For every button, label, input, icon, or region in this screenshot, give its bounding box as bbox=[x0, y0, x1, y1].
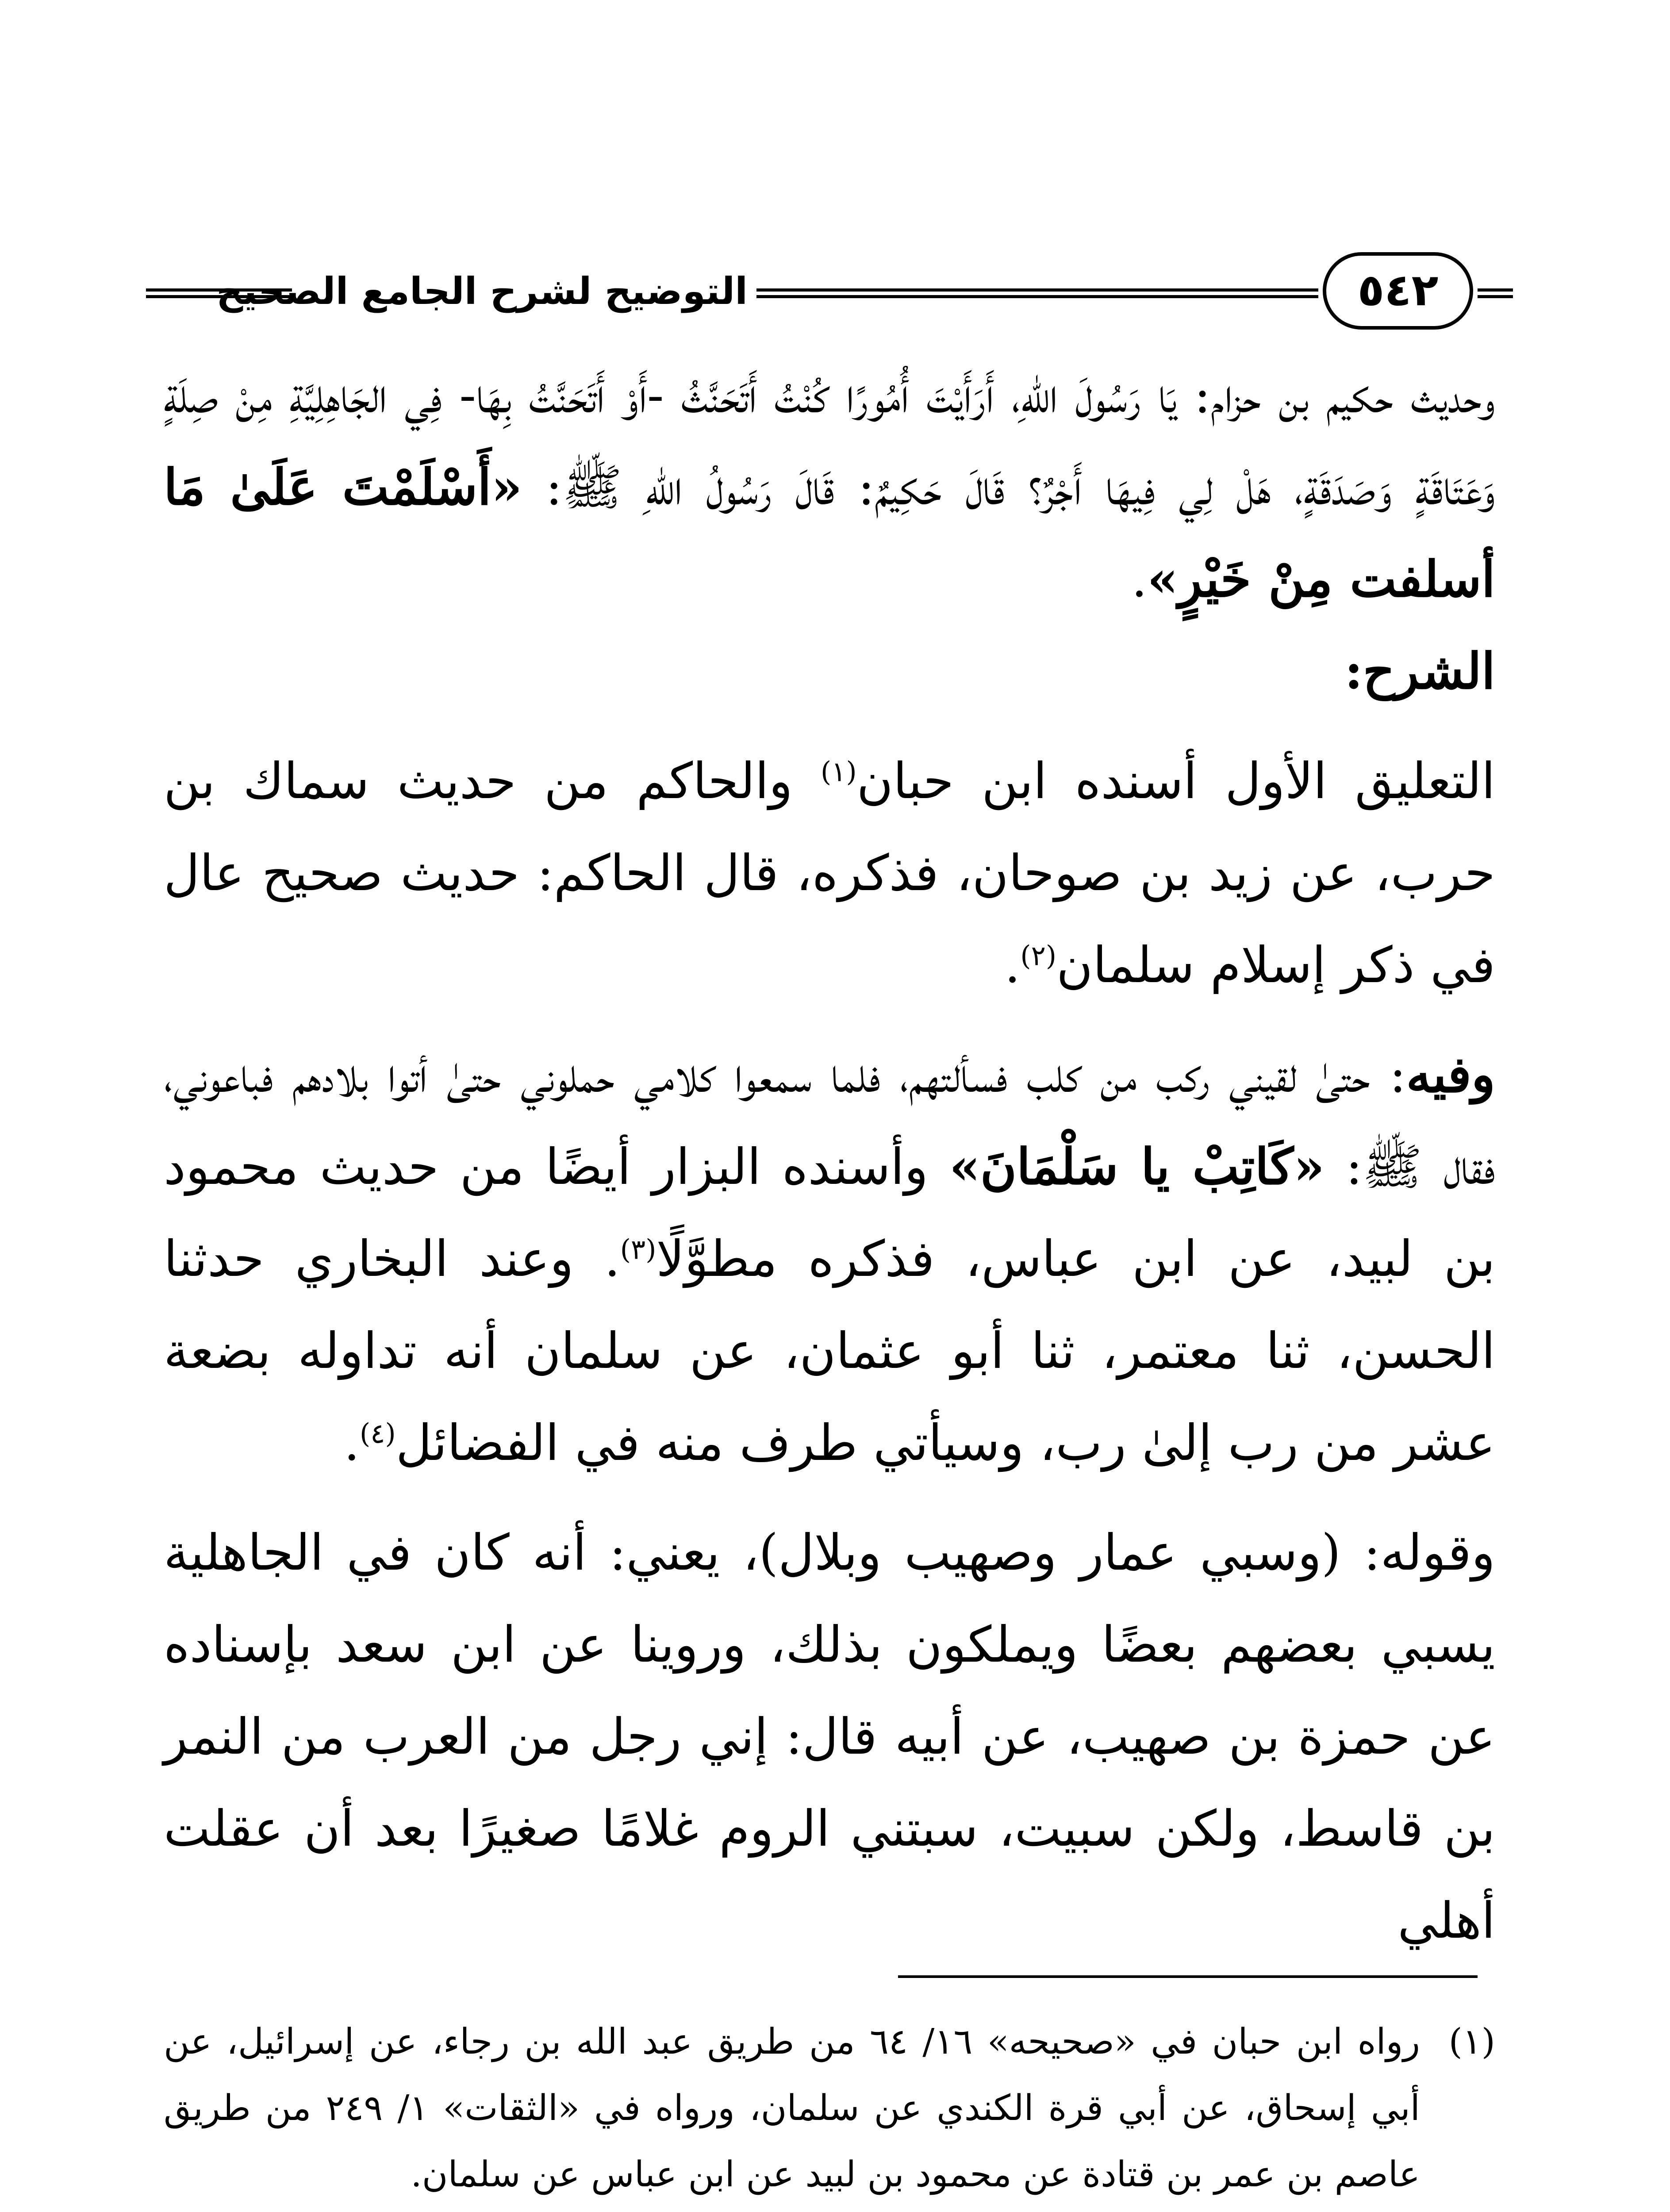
footnote-separator bbox=[898, 1975, 1478, 1978]
footnote-ref-4[interactable]: (٤) bbox=[360, 1417, 396, 1450]
punctuation: . bbox=[344, 1414, 360, 1472]
wafihi-label: وفيه bbox=[1406, 1046, 1495, 1104]
footnotes bbox=[164, 2008, 1495, 2212]
footnote-ref-1[interactable]: (١) bbox=[820, 755, 857, 788]
punctuation: . bbox=[1131, 551, 1148, 608]
footnote-ref-3[interactable]: (٣) bbox=[620, 1233, 656, 1266]
footnote-number bbox=[1420, 2208, 1495, 2212]
hadith-text: وحديث حكيم بن حزام: يَا رَسُولَ اللهِ، أَرَأَيْتَ أُمُورًا كُنْتُ أَتَحَنَّثُ -أَوْ أَتَحَنَّتُ بِهَا- فِي الجَاهِلِيَّةِ مِنْ صِلَةٍ وَعَتَاقَةٍ وَصَدَقَةٍ، هَلْ لِي فِيهَا أَجْرٌ؟ قَالَ حَكِيمٌ: قَالَ رَسُولُ اللهِ ﷺ: bbox=[164, 367, 1496, 516]
commentary-text: . وعند البخاري حدثنا الحسن، ثنا معتمر، ثنا أبو عثمان، عن سلمان أنه تداوله بضعة عشر من رب إلىٰ رب، وسيأتي طرف منه في الفضائل bbox=[164, 1230, 1495, 1472]
commentary-text: التعليق الأول أسنده ابن حبان bbox=[856, 753, 1496, 810]
footnote-number: (١) bbox=[1448, 2021, 1495, 2062]
header-rule-right bbox=[1478, 288, 1513, 298]
commentary-text: : حتىٰ لقيني ركب من كلب فسألتهم، فلما سمعوا كلامي حملوني حتىٰ أتوا بلادهم فباعوني، فقال ﷺ: bbox=[164, 1046, 1496, 1196]
footnote-text bbox=[164, 2208, 1420, 2212]
footnote-1 bbox=[164, 2008, 1495, 2208]
footnote-2 bbox=[164, 2208, 1495, 2212]
commentary-paragraph-3: وقوله: (وسبي عمار وصهيب وبلال)، يعني: أنه كان في الجاهلية يسبي بعضهم بعضًا ويملكون بذلك، وروينا عن ابن سعد بإسناده عن حمزة بن صهيب، عن أبيه قال: إني رجل من العرب من النمر بن قاسط، ولكن سبيت، سبتني الروم غلامًا صغيرًا بعد أن عقلت أهلي bbox=[164, 1524, 1496, 1950]
hadith-quote: «أَسْلَمْتَ عَلَىٰ مَا أسلفت مِنْ خَيْرٍ» bbox=[164, 458, 1495, 608]
running-header bbox=[146, 248, 1506, 336]
punctuation: . bbox=[1004, 937, 1021, 994]
header-rule-left bbox=[146, 288, 292, 298]
hadith-paragraph bbox=[164, 349, 1495, 626]
running-title: التوضيح لشرح الجامع الصحيح bbox=[216, 269, 748, 313]
commentary-paragraph-1 bbox=[164, 735, 1495, 1011]
footnote-ref-2[interactable]: (٢) bbox=[1020, 939, 1057, 972]
prophet-quote: «كَاتِبْ يا سَلْمَانَ» bbox=[949, 1138, 1325, 1196]
commentary-text: وأسنده البزار أيضًا من حديث محمود بن لبيد، عن ابن عباس، فذكره مطوَّلًا bbox=[164, 1138, 1496, 1288]
main-text bbox=[164, 349, 1495, 1967]
commentary-paragraph-2 bbox=[164, 1029, 1495, 1489]
sharh-heading: الشرح: bbox=[1344, 642, 1495, 700]
header-rule-middle bbox=[756, 288, 1318, 298]
footnote-text: رواه ابن حبان في «صحيحه» ١٦/ ٦٤ من طريق عبد الله بن رجاء، عن إسرائيل، عن أبي إسحاق، عن أبي قرة الكندي عن سلمان، ورواه في «الثقات» ١/ ٢٤٩ من طريق عاصم بن عمر بن قتادة عن محمود بن لبيد عن ابن عباس عن سلمان. bbox=[164, 2021, 1420, 2195]
page-number: ٥٤٢ bbox=[1323, 252, 1473, 330]
commentary-text: والحاكم من حديث سماك بن حرب، عن زيد بن صوحان، فذكره، قال الحاكم: حديث صحيح عال في ذكر إسلام سلمان bbox=[164, 753, 1495, 994]
